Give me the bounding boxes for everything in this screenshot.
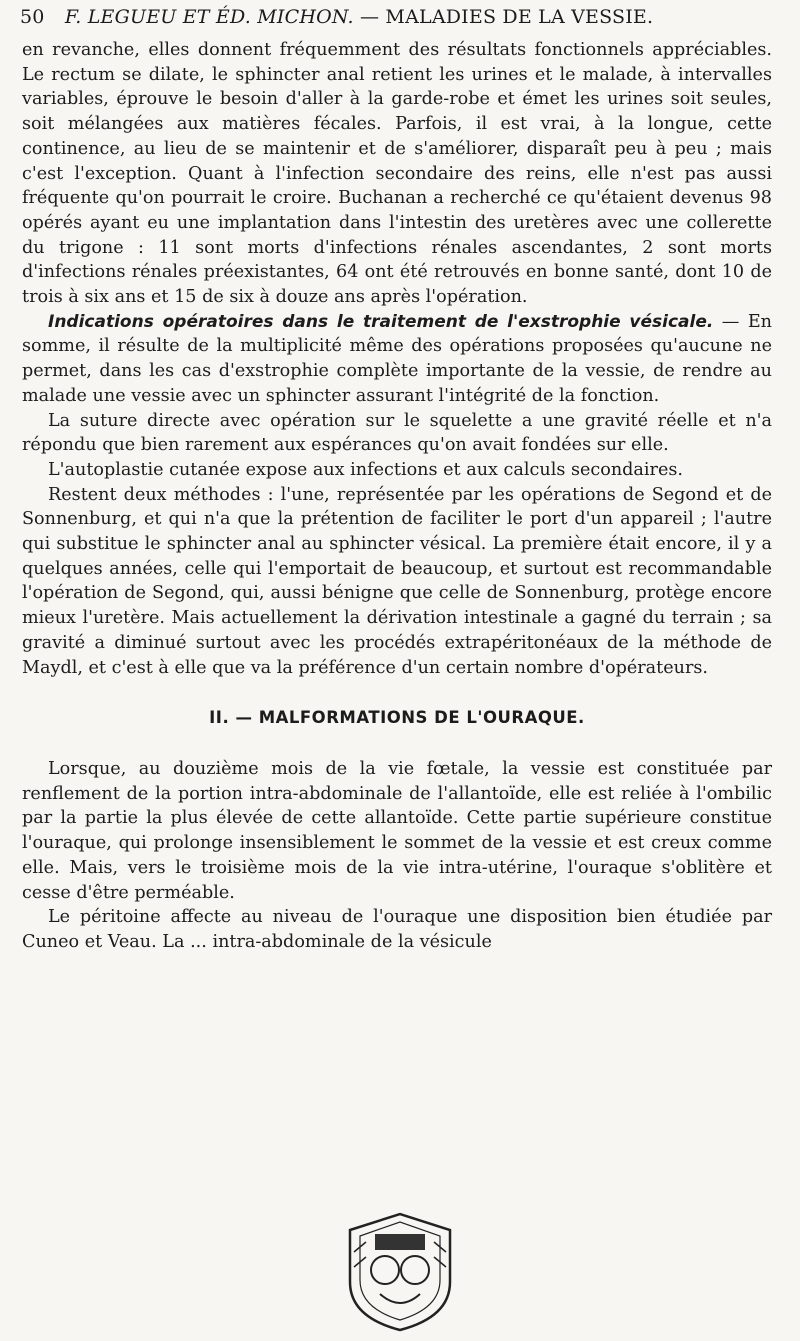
paragraph-suture: La suture directe avec opération sur le squelette a une gravité réelle et n'a répondu que bien rarement aux espérances qu'on avait fondées sur elle. xyxy=(22,410,772,456)
paragraph-ouraque: Lorsque, au douzième mois de la vie fœtale, la vessie est constituée par renflement de la portion intra-abdominale de l'allantoïde, elle est reliée à l'ombilic par la partie la plus élevée de cette allantoïde. Cette partie supérieure constitue l'ouraque, qui prolonge insensiblement le sommet de la vessie et est creux comme elle. Mais, vers le troisième mois de la vie intra-utérine, l'ouraque s'oblitère et cesse d'être perméable. xyxy=(22,758,772,903)
paragraph-autoplastie: L'autoplastie cutanée expose aux infections et aux calculs secondaires. xyxy=(48,459,683,480)
page-body xyxy=(22,38,772,955)
header-separator: — xyxy=(359,6,380,28)
running-header xyxy=(20,6,780,28)
section-title: II. — MALFORMATIONS DE L'OURAQUE. xyxy=(209,708,585,728)
paragraph-methodes: Restent deux méthodes : l'une, représentée par les opérations de Segond et de Sonnenburg, et qui n'a que la prétention de faciliter le port d'un appareil ; l'autre qui substitue le sphincter anal au sphincter vésical. La première était encore, il y a quelques années, celle qui l'emportait de beaucoup, et surtout est recommandable l'opération de Segond, qui, aussi bénigne que celle de Sonnenburg, protège encore mieux l'uretère. Mais actuellement la dérivation intestinale a gagné du terrain ; sa gravité a diminué surtout avec les procédés extrapéritonéaux de la méthode de Maydl, et c'est à elle que va la préférence d'un certain nombre d'opérateurs. xyxy=(22,484,772,678)
header-authors: F. LEGUEU ET ÉD. MICHON. xyxy=(64,6,354,28)
header-title: MALADIES DE LA VESSIE. xyxy=(385,6,654,28)
paragraph-continence: en revanche, elles donnent fréquemment des résultats fonctionnels appréciables. Le rectum se dilate, le sphincter anal retient les urines et le malade, à intervalles variables, éprouve le besoin d'aller à la garde-robe et émet les urines soit seules, soit mélangées aux matières fécales. Parfois, il est vrai, à la longue, cette continence, au lieu de se maintenir et de s'améliorer, disparaît peu à peu ; mais c'est l'exception. Quant à l'infection secondaire des reins, elle n'est pas aussi fréquente qu'on pourrait le croire. Buchanan a recherché ce qu'étaient devenus 98 opérés ayant eu une implantation dans l'intestin des uretères avec une collerette du trigone : 11 sont morts d'infections rénales ascendantes, 2 sont morts d'infections rénales préexistantes, 64 ont été retrouvés en bonne santé, dont 10 de trois à six ans et 15 de six à douze ans après l'opération. xyxy=(22,40,772,308)
indications-text: — En somme, il résulte de la multiplicité même des opérations proposées qu'aucune ne permet, dans les cas d'exstrophie complète importante de la vessie, de rendre au malade une vessie avec un sphincter assurant l'intégrité de la fonction. xyxy=(22,311,772,406)
library-stamp xyxy=(330,1212,470,1332)
paragraph-peritoine: Le péritoine affecte au niveau de l'ouraque une disposition bien étudiée par Cuneo et Veau. La ... intra-abdominale de la vésicule xyxy=(22,907,772,952)
page-number: 50 xyxy=(20,6,45,28)
paragraph-indications xyxy=(22,310,772,409)
indications-heading: Indications opératoires dans le traitement de l'exstrophie vésicale. xyxy=(48,311,714,332)
